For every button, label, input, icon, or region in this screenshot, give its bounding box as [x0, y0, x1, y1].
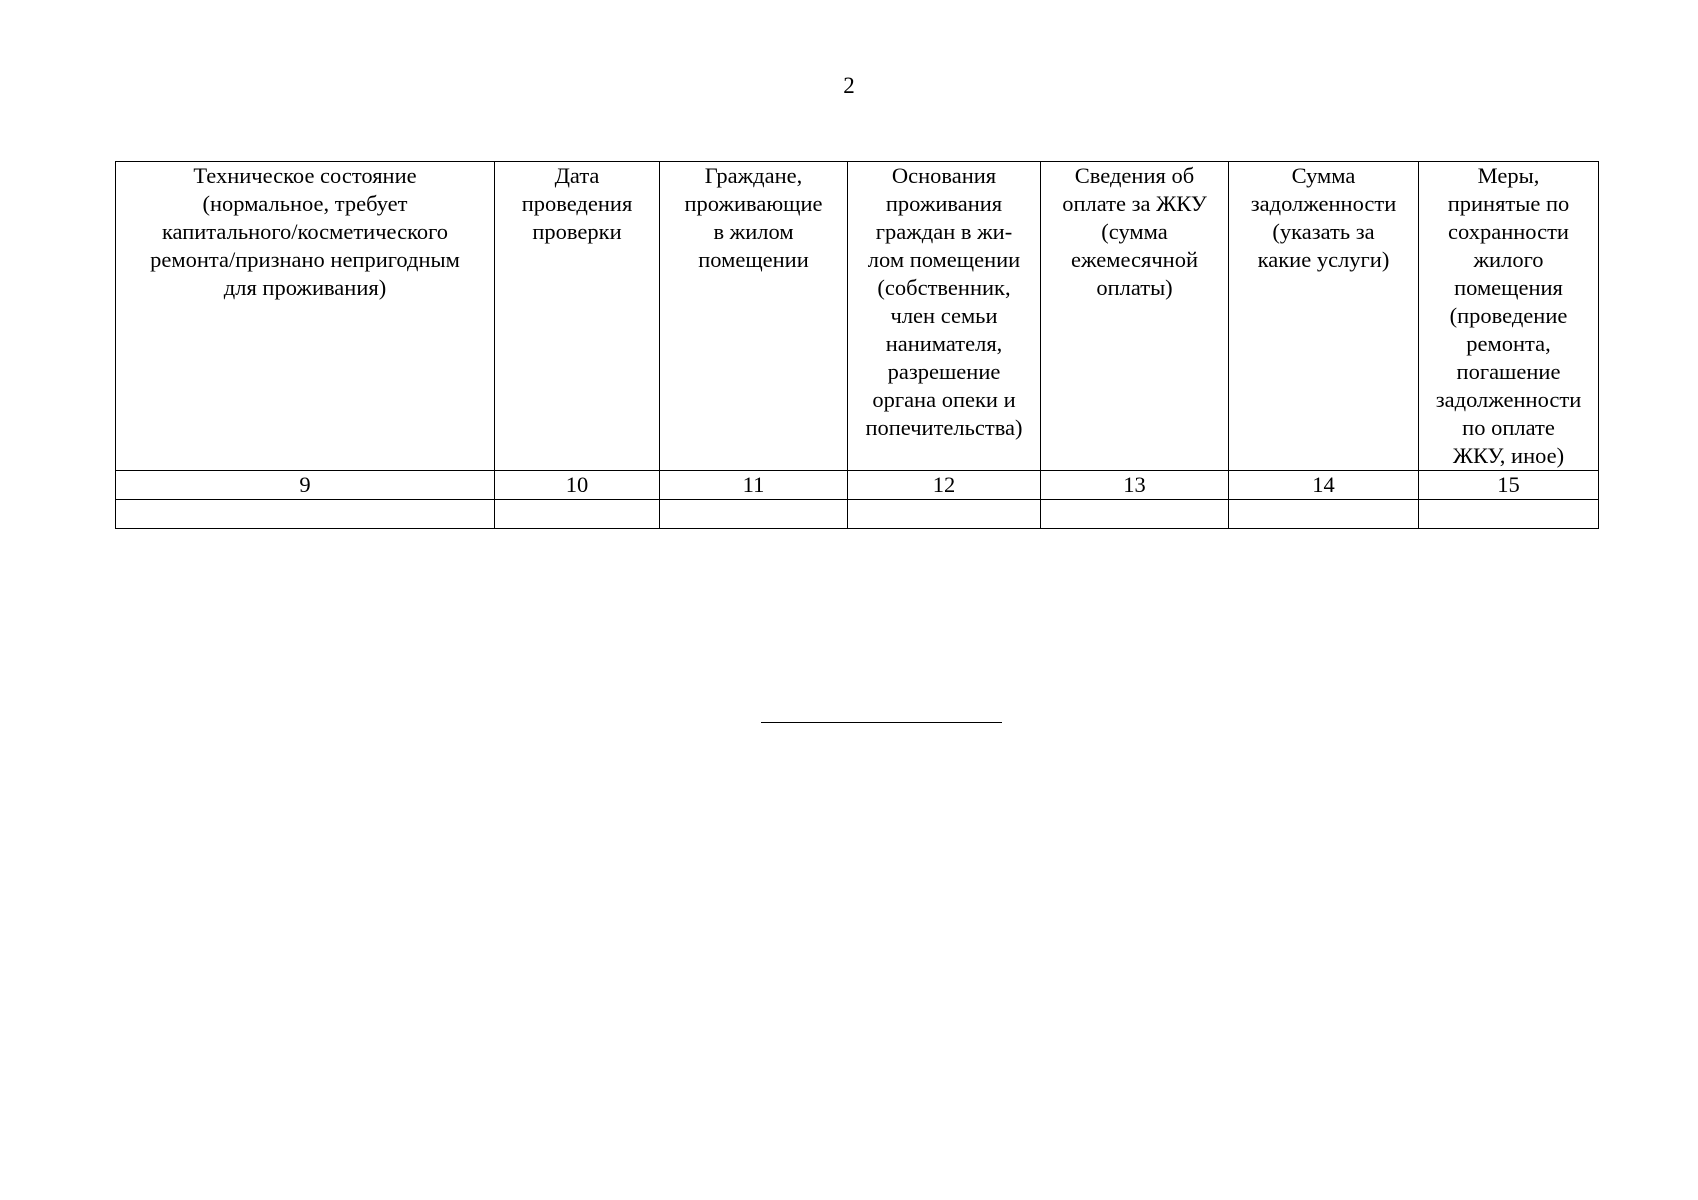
table-cell — [660, 500, 848, 529]
header-preservation-measures: Меры, принятые по сохранности жилого помещения (проведение ремонта, погашение задолженности по оплате ЖКУ, иное) — [1419, 162, 1599, 471]
table-cell — [1041, 500, 1229, 529]
table-cell — [848, 500, 1041, 529]
column-number: 10 — [495, 471, 660, 500]
header-residents: Граждане, проживающие в жилом помещении — [660, 162, 848, 471]
header-residence-grounds: Основания проживания граждан в жи- лом помещении (собственник, член семьи нанимателя, разрешение органа опеки и попечительства) — [848, 162, 1041, 471]
column-number-row — [116, 471, 1599, 500]
column-number: 9 — [116, 471, 495, 500]
table-cell — [1229, 500, 1419, 529]
column-number: 15 — [1419, 471, 1599, 500]
header-debt-amount: Сумма задолженности (указать за какие услуги) — [1229, 162, 1419, 471]
table-cell — [116, 500, 495, 529]
column-number: 13 — [1041, 471, 1229, 500]
header-technical-condition: Техническое состояние (нормальное, требует капитального/косметического ремонта/признано непригодным для проживания) — [116, 162, 495, 471]
page-number: 2 — [843, 73, 855, 98]
column-number: 11 — [660, 471, 848, 500]
inspection-table — [115, 161, 1599, 529]
column-number: 12 — [848, 471, 1041, 500]
table-header-row — [116, 162, 1599, 471]
closing-divider — [761, 722, 1002, 723]
table-row — [116, 500, 1599, 529]
table-cell — [495, 500, 660, 529]
header-inspection-date: Дата проведения проверки — [495, 162, 660, 471]
header-utility-payments: Сведения об оплате за ЖКУ (сумма ежемесячной оплаты) — [1041, 162, 1229, 471]
column-number: 14 — [1229, 471, 1419, 500]
table-cell — [1419, 500, 1599, 529]
